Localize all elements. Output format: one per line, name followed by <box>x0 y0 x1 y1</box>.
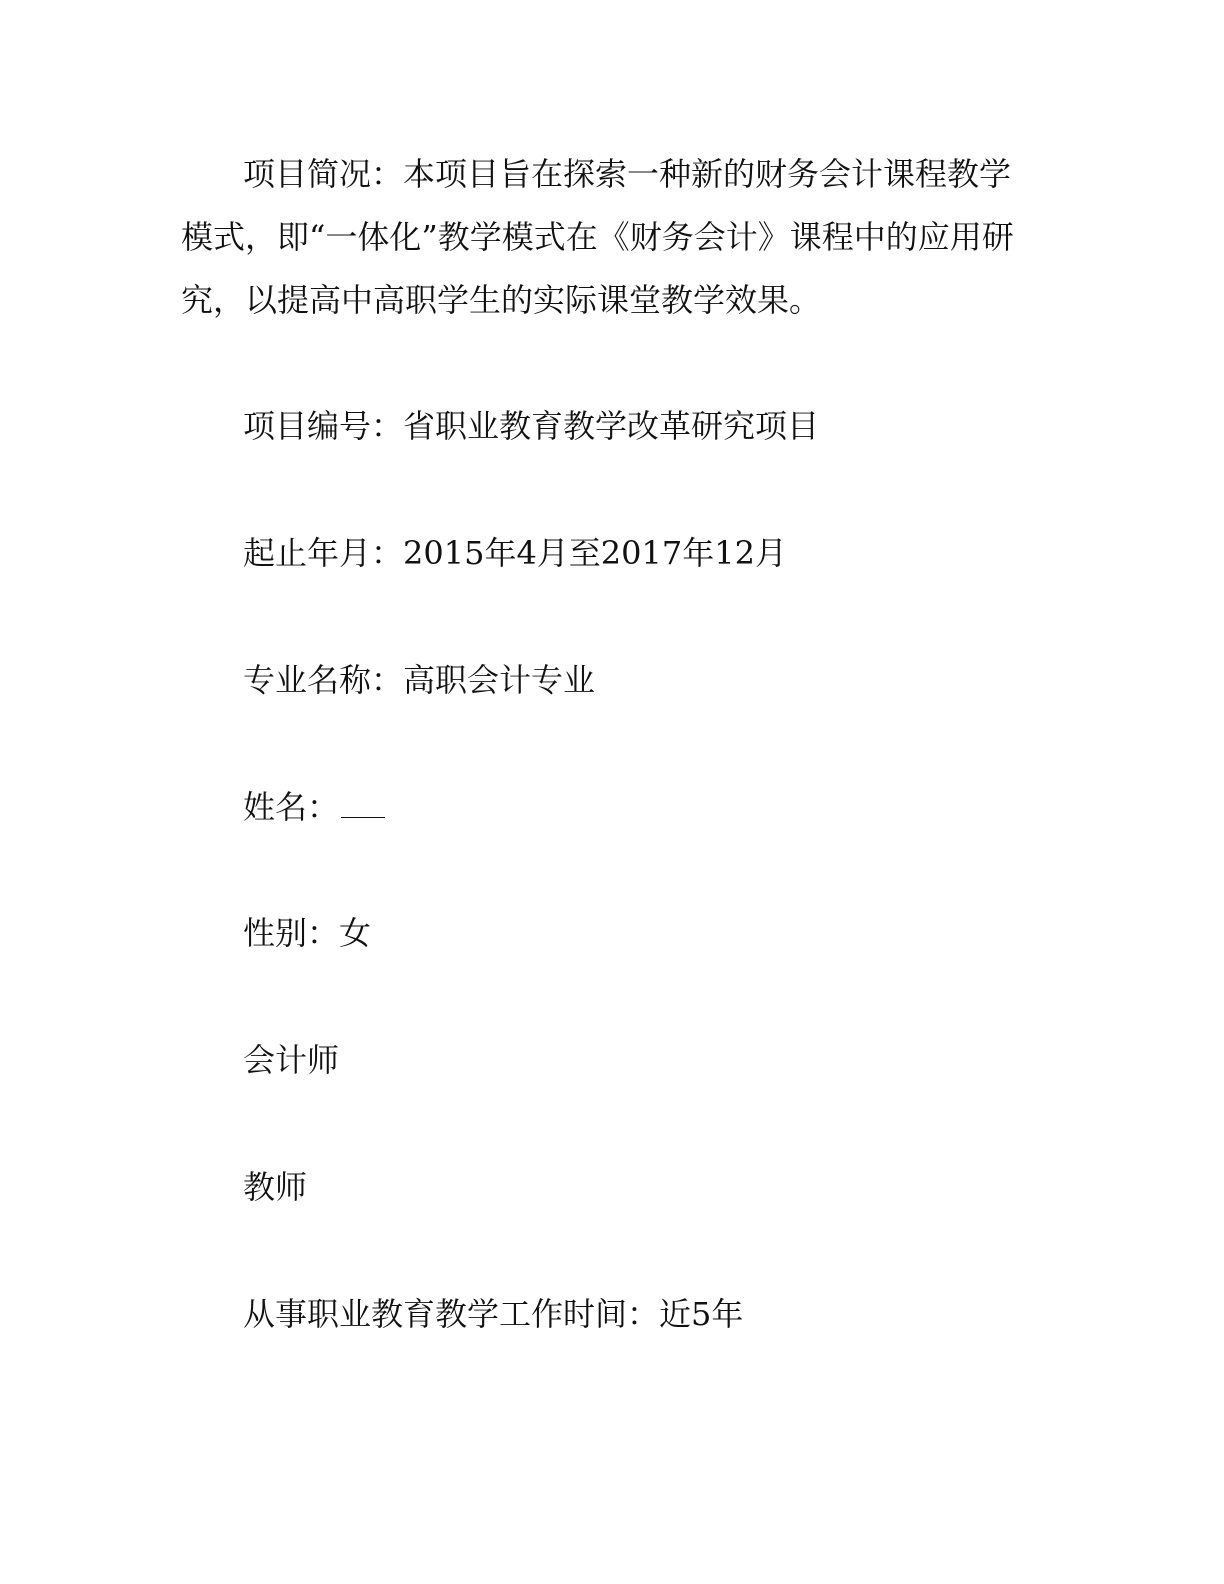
major-line: 专业名称：高职会计专业 <box>243 661 596 699</box>
project-number-line: 项目编号：省职业教育教学改革研究项目 <box>243 407 820 445</box>
name-label: 姓名： <box>243 788 340 826</box>
gender-line: 性别：女 <box>243 914 372 952</box>
title-accountant-line: 会计师 <box>243 1041 340 1079</box>
project-summary-paragraph: 项目简况：本项目旨在探索一种新的财务会计课程教学模式，即“一体化”教学模式在《财务会计》课程中的应用研究，以提高中高职学生的实际课堂教学效果。 <box>181 155 1014 319</box>
experience-line: 从事职业教育教学工作时间：近5年 <box>243 1295 744 1333</box>
title-teacher-line: 教师 <box>243 1168 308 1206</box>
name-line <box>243 787 385 827</box>
name-blank-underline <box>341 793 385 818</box>
period-line: 起止年月：2015年4月至2017年12月 <box>243 534 787 572</box>
